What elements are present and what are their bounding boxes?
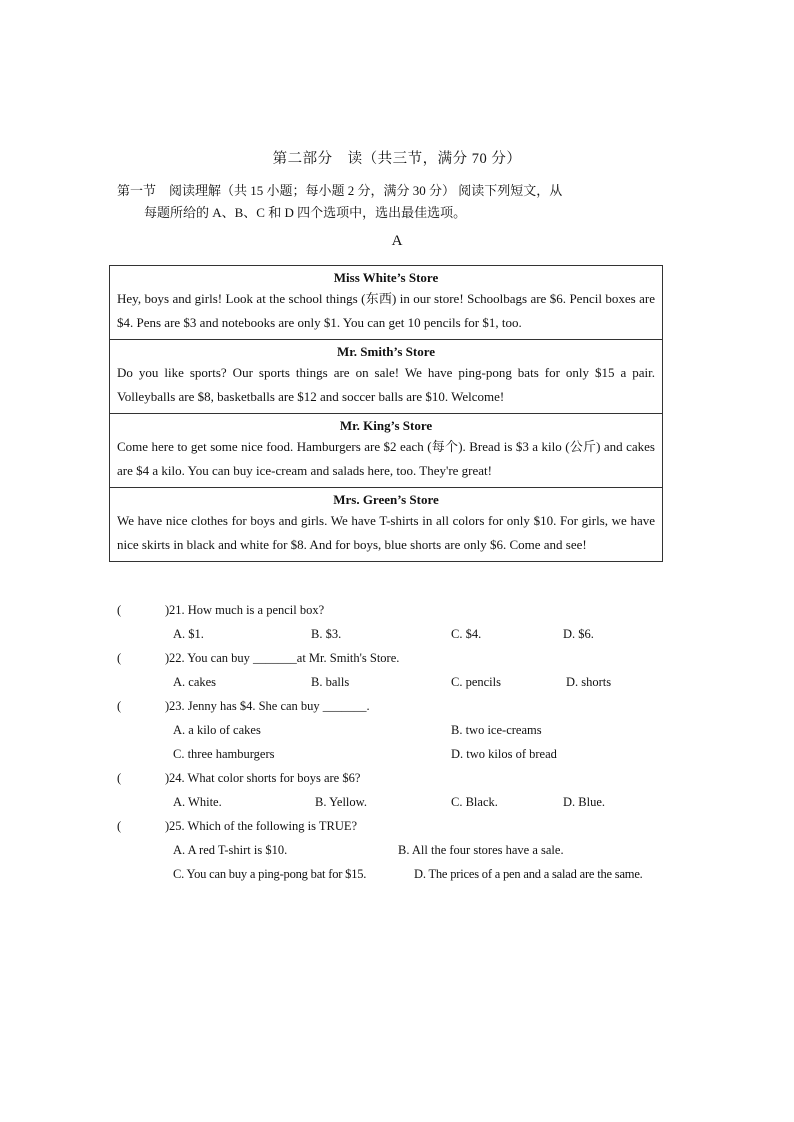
question-25-options-row2 <box>117 862 677 886</box>
store-cell-white <box>110 266 662 340</box>
question-stem: 24. What color shorts for boys are $6? <box>169 771 361 785</box>
answer-blank-open[interactable]: ( <box>117 699 122 713</box>
option-b[interactable]: B. $3. <box>311 627 342 641</box>
store-description: Hey, boys and girls! Look at the school things (东西) in our store! Schoolbags are $6. Pencil boxes are $4. Pens are $3 and notebooks are only $1. You can get 10 pencils for $1, too. <box>117 291 655 330</box>
answer-blank-open[interactable]: ( <box>117 651 122 665</box>
option-c[interactable]: C. You can buy a ping-pong bat for $15. <box>173 867 367 881</box>
option-d[interactable]: D. The prices of a pen and a salad are the same. <box>414 867 643 881</box>
question-stem: 22. You can buy _______at Mr. Smith's Store. <box>169 651 400 665</box>
store-name: Mrs. Green’s Store <box>333 492 439 507</box>
store-name: Miss White’s Store <box>333 270 439 285</box>
question-21 <box>117 598 677 622</box>
answer-blank-open[interactable]: ( <box>117 819 122 833</box>
answer-blank-open[interactable]: ( <box>117 603 122 617</box>
section-instructions-line1: 第一节 阅读理解（共 15 小题；每小题 2 分，满分 30 分） 阅读下列短文，从 <box>117 183 563 198</box>
store-name: Mr. King’s Store <box>339 418 433 433</box>
store-cell-green <box>110 488 662 561</box>
store-description: Come here to get some nice food. Hamburgers are $2 each (每个). Bread is $3 a kilo (公斤) and cakes are $4 a kilo. You can buy ice-cream and salads here, too. They're great! <box>117 439 655 478</box>
question-23 <box>117 694 677 718</box>
answer-blank-close: ) <box>165 771 170 785</box>
question-23-options-row1 <box>117 718 677 742</box>
option-c[interactable]: C. pencils <box>451 675 501 689</box>
store-description: We have nice clothes for boys and girls. We have T-shirts in all colors for only $10. For girls, we have nice skirts in black and white for $8. And for boys, blue shorts are only $6. Come and see! <box>117 513 655 552</box>
question-stem: 21. How much is a pencil box? <box>169 603 325 617</box>
store-ads-table <box>109 265 663 562</box>
question-25-options-row1 <box>117 838 677 862</box>
question-22 <box>117 646 677 670</box>
option-d[interactable]: D. Blue. <box>563 795 606 809</box>
option-b[interactable]: B. Yellow. <box>315 795 367 809</box>
question-list <box>117 598 677 886</box>
section-instructions <box>117 180 677 224</box>
question-24 <box>117 766 677 790</box>
question-22-options <box>117 670 677 694</box>
store-name: Mr. Smith’s Store <box>336 344 436 359</box>
option-a[interactable]: A. a kilo of cakes <box>173 723 261 737</box>
option-a[interactable]: A. White. <box>173 795 222 809</box>
question-stem: 23. Jenny has $4. She can buy _______. <box>169 699 370 713</box>
store-cell-king <box>110 414 662 488</box>
option-a[interactable]: A. $1. <box>173 627 204 641</box>
question-23-options-row2 <box>117 742 677 766</box>
passage-label: A <box>391 233 403 249</box>
section-instructions-line2: 每题所给的 A、B、C 和 D 四个选项中，选出最佳选项。 <box>144 205 467 220</box>
option-c[interactable]: C. three hamburgers <box>173 747 275 761</box>
option-b[interactable]: B. All the four stores have a sale. <box>398 843 564 857</box>
store-cell-smith <box>110 340 662 414</box>
question-21-options <box>117 622 677 646</box>
option-a[interactable]: A. A red T-shirt is $10. <box>173 843 288 857</box>
question-25 <box>117 814 677 838</box>
answer-blank-close: ) <box>165 699 170 713</box>
option-b[interactable]: B. two ice-creams <box>451 723 542 737</box>
answer-blank-close: ) <box>165 819 170 833</box>
store-description: Do you like sports? Our sports things are on sale! We have ping-pong bats for only $15 a pair. Volleyballs are $8, basketballs are $12 and soccer balls are $10. Welcome! <box>117 365 655 404</box>
option-a[interactable]: A. cakes <box>173 675 217 689</box>
option-c[interactable]: C. $4. <box>451 627 482 641</box>
part-title: 第二部分 读（共三节，满分 70 分） <box>272 151 522 167</box>
answer-blank-open[interactable]: ( <box>117 771 122 785</box>
option-d[interactable]: D. $6. <box>563 627 594 641</box>
answer-blank-close: ) <box>165 603 170 617</box>
question-stem: 25. Which of the following is TRUE? <box>169 819 358 833</box>
option-d[interactable]: D. shorts <box>566 675 612 689</box>
option-b[interactable]: B. balls <box>311 675 350 689</box>
question-24-options <box>117 790 677 814</box>
option-d[interactable]: D. two kilos of bread <box>451 747 557 761</box>
option-c[interactable]: C. Black. <box>451 795 498 809</box>
answer-blank-close: ) <box>165 651 170 665</box>
